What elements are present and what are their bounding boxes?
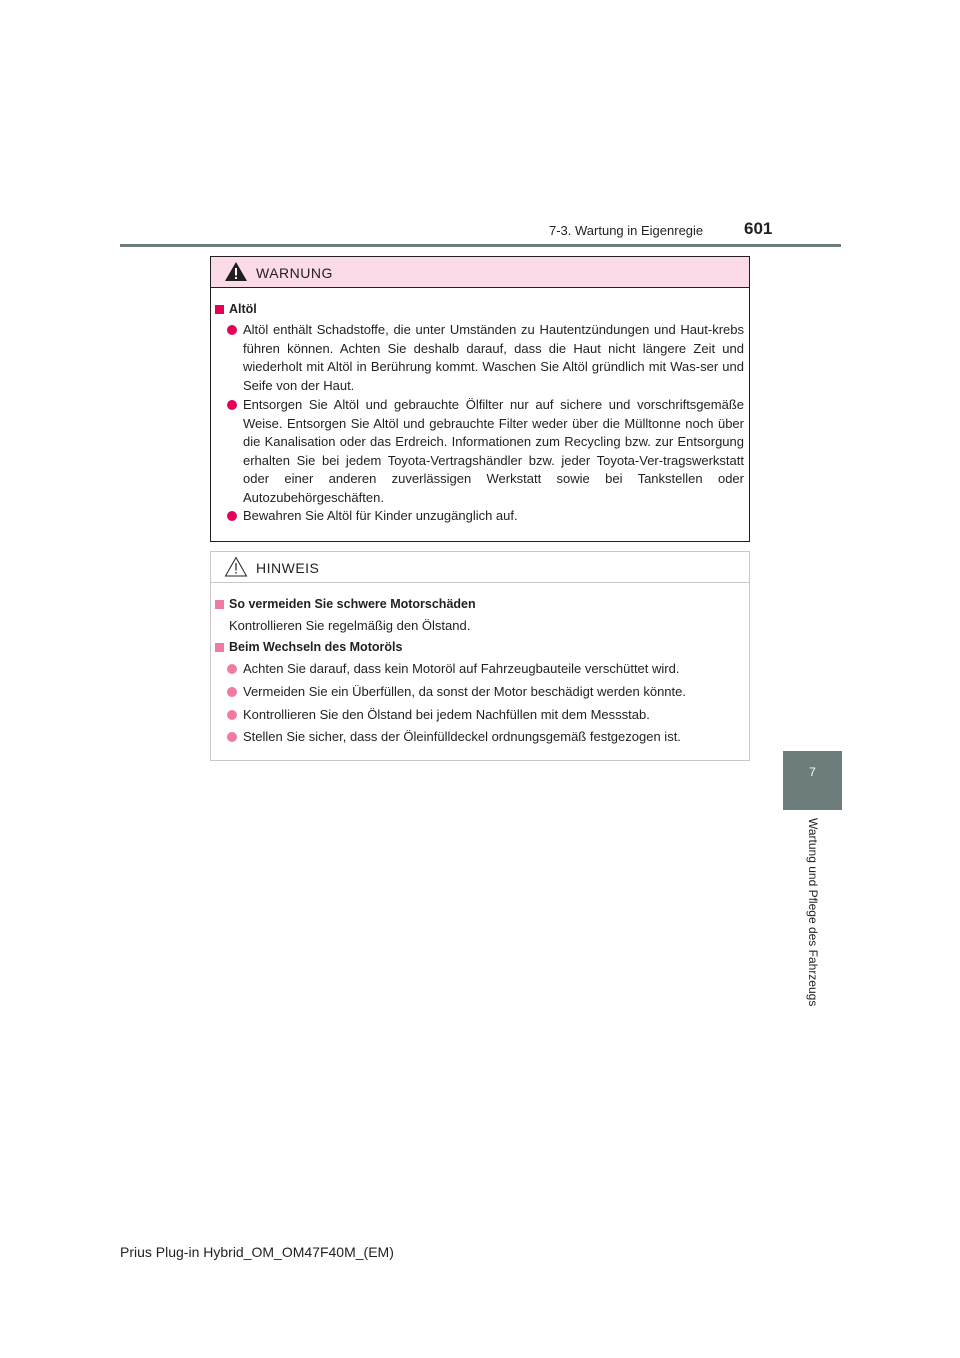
warning-triangle-icon	[224, 261, 248, 282]
bullet-icon	[227, 687, 237, 697]
notice-text: Kontrollieren Sie regelmäßig den Ölstand.	[229, 618, 471, 633]
section-square-icon	[215, 600, 224, 609]
warning-item: Entsorgen Sie Altöl und gebrauchte Ölfilter nur auf sichere und vorschriftsgemäße Weise. Entsorgen Sie Altöl und gebrauchte Filter weder über die Mülltonne noch über die Kanalisation oder das Erdreich. Informationen zum Recycling bzw. zur Entsorgung erhalten Sie bei jedem Toyota-Vertragshändler bzw. jeder Toyota-Ver-tragswerkstatt oder einer anderen zuverlässigen Werkstatt sowie bei Tankstellen oder Autozubehörgeschäften.	[243, 397, 744, 505]
notice-triangle-icon	[224, 556, 248, 577]
warning-item: Bewahren Sie Altöl für Kinder unzugänglich auf.	[243, 508, 518, 523]
notice-item: Vermeiden Sie ein Überfüllen, da sonst der Motor beschädigt werden könnte.	[243, 684, 686, 699]
notice-title: HINWEIS	[256, 560, 320, 576]
header-divider	[120, 244, 841, 247]
warning-box	[210, 256, 750, 542]
notice-box	[210, 551, 750, 761]
notice-item: Stellen Sie sicher, dass der Öleinfülldeckel ordnungsgemäß festgezogen ist.	[243, 729, 681, 744]
bullet-icon	[227, 511, 237, 521]
page-number: 601	[744, 219, 773, 238]
notice-item: Kontrollieren Sie den Ölstand bei jedem Nachfüllen mit dem Messstab.	[243, 707, 650, 722]
bullet-icon	[227, 732, 237, 742]
bullet-icon	[227, 710, 237, 720]
bullet-icon	[227, 325, 237, 335]
section-square-icon	[215, 305, 224, 314]
notice-header	[211, 552, 749, 583]
section-square-icon	[215, 643, 224, 652]
notice-heading: Beim Wechseln des Motoröls	[229, 640, 403, 654]
bullet-icon	[227, 664, 237, 674]
section-title: 7-3. Wartung in Eigenregie	[549, 223, 704, 238]
chapter-tab	[783, 751, 842, 810]
chapter-number: 7	[809, 765, 816, 779]
notice-item: Achten Sie darauf, dass kein Motoröl auf Fahrzeugbauteile verschüttet wird.	[243, 661, 680, 676]
chapter-title-vertical	[803, 818, 823, 1023]
warning-heading: Altöl	[229, 302, 257, 316]
notice-heading: So vermeiden Sie schwere Motorschäden	[229, 597, 476, 611]
warning-header	[211, 257, 749, 288]
warning-item: Altöl enthält Schadstoffe, die unter Umständen zu Hautentzündungen und Haut-krebs führen können. Achten Sie deshalb darauf, dass die Haut nicht längere Zeit und wiederholt mit Altöl in Berührung kommt. Waschen Sie Altöl gründlich mit Was-ser und Seife von der Haut.	[243, 322, 744, 393]
chapter-title: Wartung und Pflege des Fahrzeugs	[806, 818, 820, 1007]
bullet-icon	[227, 400, 237, 410]
warning-title: WARNUNG	[256, 265, 333, 281]
document-id: Prius Plug-in Hybrid_OM_OM47F40M_(EM)	[120, 1244, 394, 1260]
